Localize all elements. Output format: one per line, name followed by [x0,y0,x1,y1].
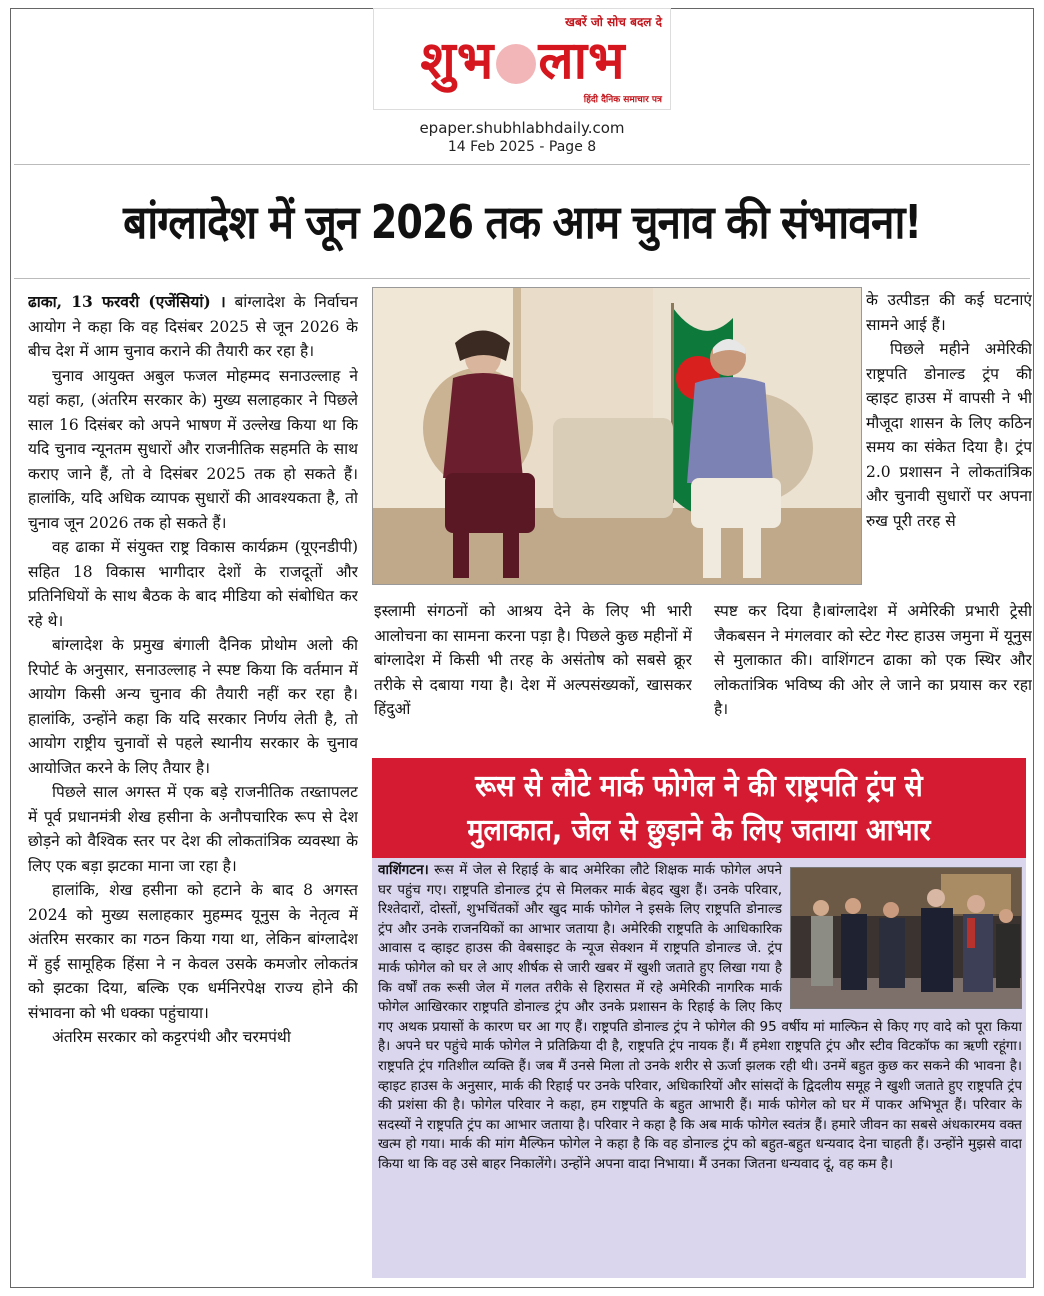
story-paragraph: पिछले साल अगस्त में एक बड़े राजनीतिक तख्तापलट में पूर्व प्रधानमंत्री शेख हसीना के अनौपचारिक रूप से देश छोड़ने को वैश्विक स्तर पर देश की लोकतांत्रिक व्यवस्था के लिए एक बड़ा झटका माना जा रहा है। [28,783,358,875]
meeting-photo-illustration [373,288,862,585]
story-paragraph: के उत्पीडऩ की कई घटनाएं सामने आई हैं। [866,291,1032,334]
main-story-below-photo-right [714,599,1032,736]
masthead [373,8,671,110]
main-story-below-photo-left [374,599,692,736]
story-paragraph: पिछले महीने अमेरिकी राष्ट्रपति डोनाल्ड ट्रंप की व्हाइट हाउस में वापसी ने भी मौजूदा शासन के लिए कठिन समय का संकेत दिया है। ट्रंप 2.0 प्रशासन ने लोकतांत्रिक और चुनावी सुधारों पर अपना रुख पूरी तरह से [866,340,1032,530]
divider [14,164,1030,165]
masthead-logo [380,23,666,94]
second-story-headline [372,758,1026,858]
epaper-date-page: 14 Feb 2025 - Page 8 [447,139,597,155]
masthead-subtitle: हिंदी दैनिक समाचार पत्र [583,95,662,105]
divider [14,278,1030,279]
ganesh-logo-icon [496,44,536,84]
masthead-title-right: लाभ [538,31,626,91]
main-headline: बांग्लादेश में जून 2026 तक आम चुनाव की संभावना! [123,195,921,249]
dateline: ढाका, 13 फरवरी (एजेंसियां) । [28,292,226,311]
main-story-column-3 [866,288,1032,603]
story-paragraph: वह ढाका में संयुक्त राष्ट्र विकास कार्यक्रम (यूएनडीपी) सहित 18 विकास भागीदार देशों के राजदूतों और प्रतिनिधियों के साथ बैठक के बाद मीडिया को संबोधित कर रहे थे। [28,538,358,630]
meeting-photo [372,287,862,585]
story-paragraph: बांग्लादेश के प्रमुख बंगाली दैनिक प्रोथोम अलो की रिपोर्ट के अनुसार, सनाउल्लाह ने स्पष्ट किया कि वर्तमान में आयोग किसी अन्य चुनाव की तैयारी नहीं कर रहा है। हालांकि, उन्होंने कहा कि यदि सरकार निर्णय लेती है, तो आयोग राष्ट्रीय चुनावों से पहले स्थानीय सरकार के चुनाव आयोजित करने के लिए तैयार है। [28,636,358,777]
story-paragraph: ढाका, 13 फरवरी (एजेंसियां) । बांग्लादेश के निर्वाचन आयोग ने कहा कि वह दिसंबर 2025 से जून 2026 के बीच देश में आम चुनाव कराने की तैयारी कर रहा है। [28,292,358,360]
second-story-dateline: वाशिंगटन। [378,862,429,878]
second-story-text: रूस में जेल से रिहाई के बाद अमेरिका लौटे शिक्षक मार्क फोगेल अपने घर पहुंच गए। राष्ट्रपति डोनाल्ड ट्रंप से मिलकर मार्क बेहद खुश हैं। उनके परिवार, रिश्तेदारों, दोस्तों, शुभचिंतकों और खुद मार्क फोगेल ने इसके लिए राष्ट्रपति डोनाल्ड ट्रंप और उनके राजनयिकों का आभार जताया है। अमेरिकी राष्ट्रपति के आधिकारिक आवास द व्हाइट हाउस की वेबसाइट के न्यूज सेक्शन में राष्ट्रपति डोनाल्ड जे. ट्रंप मार्क फोगेल को घर ले आए शीर्षक से जारी खबर में खुशी जताते हुए लिखा गया है कि वर्षों तक रूसी जेल में गलत तरीके से हिरासत में रहे अमेरिकी नागरिक मार्क फोगेल आखिरकार राष्ट्रपति डोनाल्ड ट्रंप और उनके प्रशासन के रिहाई के लिए किए गए अथक प्रयासों के कारण घर आ गए हैं। राष्ट्रपति डोनाल्ड ट्रंप ने फोगेल की 95 वर्षीय मां माल्फिन से किए गए वादे को पूरा किया है। अपने घर पहुंचे मार्क फोगेल ने प्रतिक्रिया दी है, राष्ट्रपति ट्रंप नायक हैं। मैं हमेशा राष्ट्रपति ट्रंप और स्टीव विटकॉफ का ऋणी रहूंगा। राष्ट्रपति ट्रंप गतिशील व्यक्ति हैं। जब मैं उनसे मिला तो उनके शरीर से ऊर्जा झलक रही थी। उनमें बहुत कुछ कर सकने की भावना है। व्हाइट हाउस के अनुसार, मार्क की रिहाई पर उनके परिवार, अधिकारियों और सांसदों के द्विदलीय समूह ने खुशी जताते हुए राष्ट्रपति ट्रंप की प्रशंसा की है। फोगेल परिवार ने कहा, हम राष्ट्रपति के बहुत आभारी हैं। मार्क फोगेल को घर में पाकर अभिभूत हैं। परिवार के सदस्यों ने राष्ट्रपति ट्रंप का आभार जताया है। परिवार ने कहा है कि अब मार्क फोगेल स्वतंत्र हैं। हमारे जीवन का सबसे अंधकारमय वक्त खत्म हो गया। मार्क की मांग मैल्फिन फोगेल ने कहा है कि वह डोनाल्ड ट्रंप को बहुत-बहुत धन्यवाद देना चाहती हैं। उन्होंने मुझसे वादा किया था कि वह उसे बाहर निकालेंगे। उन्होंने अपना वादा निभाया। मैं उनका जितना धन्यवाद दूं, वह कम है। [378,862,1022,1172]
story-paragraph: अंतरिम सरकार को कट्टरपंथी और चरमपंथी [52,1028,291,1046]
masthead-title-left: शुभ [420,31,495,91]
story-paragraph: चुनाव आयुक्त अबुल फजल मोहम्मद सनाउल्लाह ने यहां कहा, (अंतरिम सरकार के) मुख्य सलाहकार ने पिछले साल 16 दिसंबर को अपने भाषण में उल्लेख किया था कि यदि चुनाव न्यूनतम सुधारों और राजनीतिक सहमति के साथ कराए जाने हैं, तो वे दिसंबर 2025 तक हो सकते हैं। हालांकि, यदि अधिक व्यापक सुधारों की आवश्यकता है, तो चुनाव जून 2026 तक हो सकते हैं। [28,366,358,532]
fogel-arrival-photo [790,867,1022,1009]
second-story-body [378,861,1022,1271]
fogel-photo-illustration [791,868,1022,1009]
story-paragraph: स्पष्ट कर दिया है।बांग्लादेश में अमेरिकी प्रभारी ट्रेसी जैकबसन ने मंगलवार को स्टेट गेस्ट हाउस जमुना में यूनुस से मुलाकात की। वाशिंगटन ढाका को एक स्थिर और लोकतांत्रिक भविष्य की ओर ले जाने का प्रयास कर रहा है। [714,602,1032,718]
second-headline-line-2: मुलाकात, जेल से छुड़ाने के लिए जताया आभार [467,813,931,848]
second-headline-line-1: रूस से लौटे मार्क फोगेल ने की राष्ट्रपति ट्रंप से [475,769,923,804]
second-story-box [372,758,1026,1278]
story-paragraph: हालांकि, शेख हसीना को हटाने के बाद 8 अगस्त 2024 को मुख्य सलाहकार मुहम्मद यूनुस के नेतृत्व में अंतरिम सरकार का गठन किया गया था, लेकिन बांग्लादेश में हुई सामूहिक हिंसा ने न केवल उसके कमजोर लोकतंत्र को झटका दिया, बल्कि एक धर्मनिरपेक्ष राज्य होने की संभावना को भी धक्का पहुंचाया। [28,881,358,1022]
epaper-url: epaper.shubhlabhdaily.com [419,119,625,137]
main-story-column-1 [28,290,358,1275]
masthead-tagline: खबरें जो सोच बदल दे [565,15,662,29]
story-paragraph: इस्लामी संगठनों को आश्रय देने के लिए भी भारी आलोचना का सामना करना पड़ा है। पिछले कुछ महीनों में बांग्लादेश में किसी भी तरह के असंतोष को सबसे क्रूर तरीके से दबाया गया है। देश में अल्पसंख्यकों, खासकर हिंदुओं [374,602,692,718]
